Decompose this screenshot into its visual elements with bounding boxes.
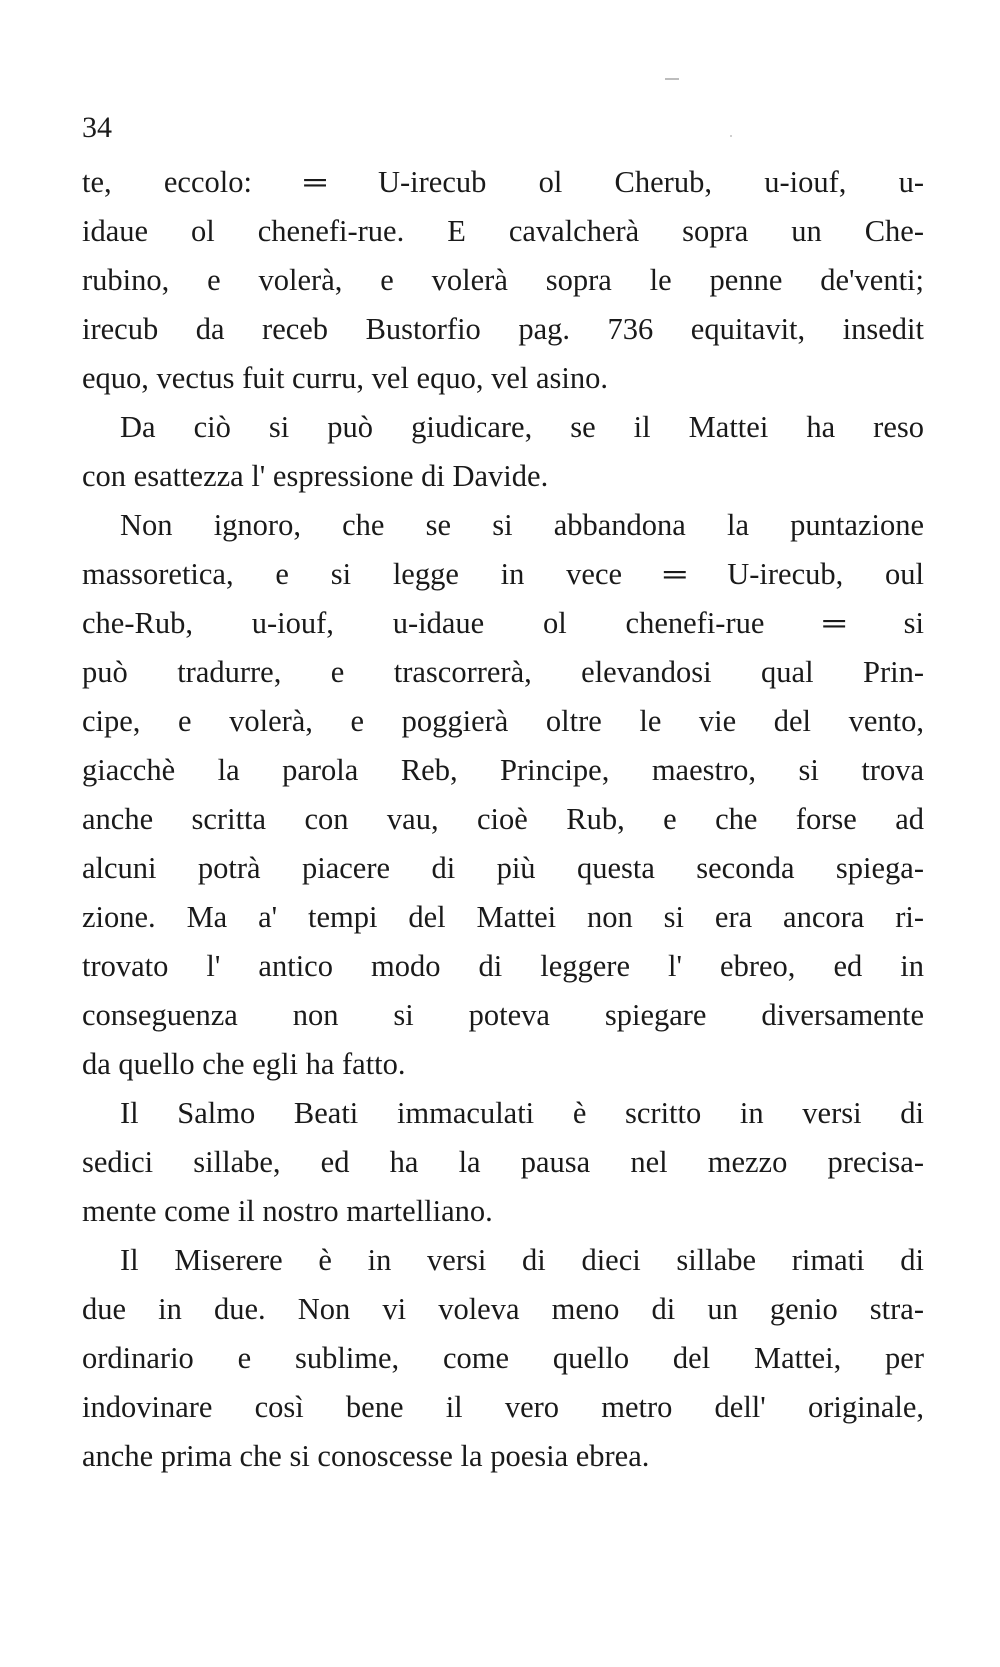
text-line: zione. Ma a' tempi del Mattei non si era ancora ri- — [82, 900, 924, 934]
text-line: ordinario e sublime, come quello del Mattei, per — [82, 1341, 924, 1375]
page-number: 34 — [82, 111, 112, 144]
text-line: Il Salmo Beati immaculati è scritto in versi di — [120, 1096, 924, 1130]
text-line: massoretica, e si legge in vece ═ U-irecub, oul — [82, 557, 924, 591]
text-line: trovato l' antico modo di leggere l' ebreo, ed in — [82, 949, 924, 983]
text-line: sedici sillabe, ed ha la pausa nel mezzo precisa- — [82, 1145, 924, 1179]
text-line: Da ciò si può giudicare, se il Mattei ha reso — [120, 410, 924, 444]
text-line: idaue ol chenefi-rue. E cavalcherà sopra un Che- — [82, 214, 924, 248]
text-line: irecub da receb Bustorfio pag. 736 equitavit, insedit — [82, 312, 924, 346]
text-line: Non ignoro, che se si abbandona la puntazione — [120, 508, 924, 542]
text-line: che-Rub, u-iouf, u-idaue ol chenefi-rue ═ si — [82, 606, 924, 640]
text-line: indovinare così bene il vero metro dell' originale, — [82, 1390, 924, 1424]
text-line: da quello che egli ha fatto. — [82, 1047, 406, 1081]
page-body-text — [82, 158, 924, 1481]
text-line: può tradurre, e trascorrerà, elevandosi qual Prin- — [82, 655, 924, 689]
text-line: te, eccolo: ═ U-irecub ol Cherub, u-iouf, u- — [82, 165, 924, 199]
print-speck — [730, 135, 732, 137]
text-line: mente come il nostro martelliano. — [82, 1194, 493, 1228]
text-line: alcuni potrà piacere di più questa seconda spiega- — [82, 851, 924, 885]
text-line: rubino, e volerà, e volerà sopra le penne de'venti; — [82, 263, 924, 297]
text-line: equo, vectus fuit curru, vel equo, vel asino. — [82, 361, 608, 395]
text-line: con esattezza l' espressione di Davide. — [82, 459, 549, 493]
text-line: anche prima che si conoscesse la poesia ebrea. — [82, 1439, 650, 1473]
text-line: conseguenza non si poteva spiegare diversamente — [82, 998, 924, 1032]
text-line: anche scritta con vau, cioè Rub, e che forse ad — [82, 802, 924, 836]
text-line: due in due. Non vi voleva meno di un genio stra- — [82, 1292, 924, 1326]
text-line: cipe, e volerà, e poggierà oltre le vie del vento, — [82, 704, 924, 738]
print-speck — [665, 78, 679, 80]
text-line: giacchè la parola Reb, Principe, maestro, si trova — [82, 753, 924, 787]
text-line: Il Miserere è in versi di dieci sillabe rimati di — [120, 1243, 924, 1277]
